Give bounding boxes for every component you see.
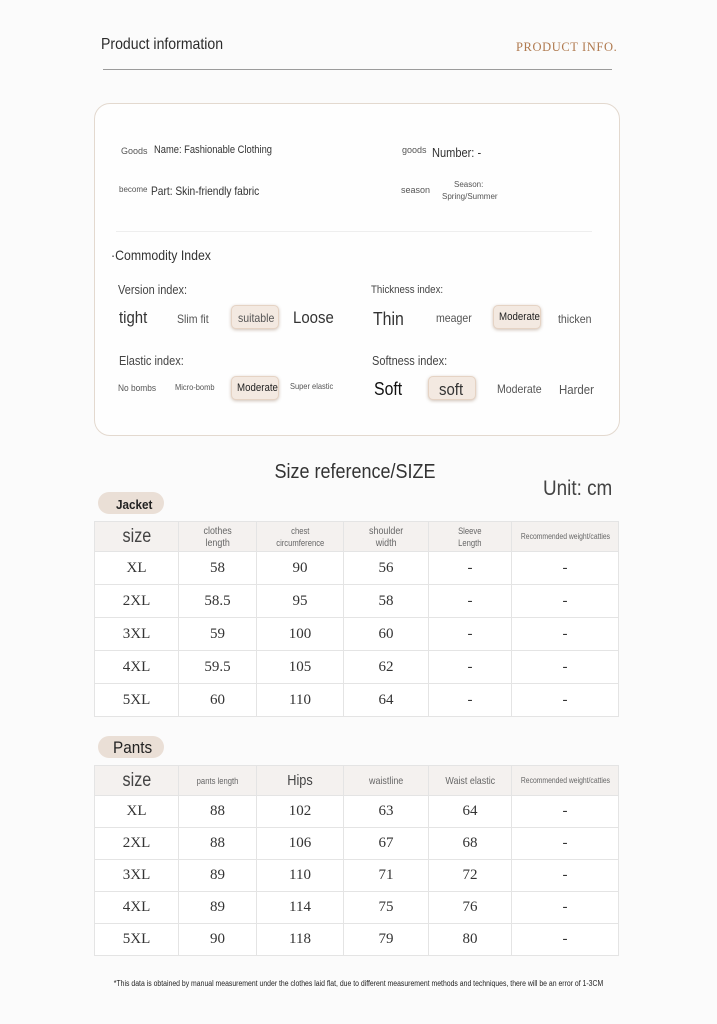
- season-line2: Spring/Summer: [442, 192, 498, 201]
- jacket-size-table: [94, 521, 619, 717]
- pants-cell: 88: [179, 796, 257, 828]
- jacket-header-weight: Recommended weight/catties: [512, 522, 619, 552]
- version-option-slim-fit: Slim fit: [177, 312, 209, 326]
- softness-option-soft-selected: soft: [439, 380, 464, 399]
- pants-cell: 4XL: [95, 892, 179, 924]
- elastic-option-super-elastic: Super elastic: [290, 381, 334, 391]
- jacket-cell: 90: [257, 552, 344, 585]
- goods-number: Number: -: [432, 145, 482, 160]
- pants-cell: 2XL: [95, 828, 179, 860]
- elastic-option-micro-bomb: Micro-bomb: [175, 382, 215, 392]
- pants-header-waistline: waistline: [344, 766, 429, 796]
- jacket-cell: -: [429, 552, 512, 585]
- commodity-index-title: ·Commodity Index: [111, 247, 211, 263]
- jacket-cell: 58: [344, 585, 429, 618]
- table-row: [95, 618, 619, 651]
- pants-cell: 5XL: [95, 924, 179, 956]
- pants-cell: 114: [257, 892, 344, 924]
- pants-cell: 72: [429, 860, 512, 892]
- table-row: [95, 684, 619, 717]
- pants-header-hips: Hips: [257, 766, 344, 796]
- pants-cell: 88: [179, 828, 257, 860]
- pants-size-table: [94, 765, 619, 956]
- jacket-cell: 58.5: [179, 585, 257, 618]
- pants-cell: 110: [257, 860, 344, 892]
- jacket-cell: -: [512, 585, 619, 618]
- jacket-cell: -: [429, 684, 512, 717]
- jacket-header-sleeve-length: Sleeve Length: [429, 522, 512, 552]
- jacket-header-chest: chest circumference: [257, 522, 344, 552]
- jacket-cell: 60: [344, 618, 429, 651]
- pants-cell: 79: [344, 924, 429, 956]
- pants-cell: -: [512, 892, 619, 924]
- goods-name: Name: Fashionable Clothing: [154, 144, 272, 156]
- jacket-cell: 59: [179, 618, 257, 651]
- jacket-cell: 95: [257, 585, 344, 618]
- pants-header-waist-elastic: Waist elastic: [429, 766, 512, 796]
- fabric-part: Part: Skin-friendly fabric: [151, 184, 260, 198]
- size-reference-title: Size reference/SIZE: [274, 461, 436, 483]
- softness-option-soft: Soft: [374, 379, 403, 399]
- jacket-cell: 100: [257, 618, 344, 651]
- table-row: [95, 828, 619, 860]
- jacket-cell: 110: [257, 684, 344, 717]
- thickness-option-thicken: thicken: [558, 312, 592, 326]
- table-row: [95, 796, 619, 828]
- header-divider: [103, 69, 612, 70]
- pants-cell: -: [512, 860, 619, 892]
- jacket-cell: 105: [257, 651, 344, 684]
- table-row: [95, 860, 619, 892]
- pants-cell: 106: [257, 828, 344, 860]
- pants-cell: 118: [257, 924, 344, 956]
- pants-cell: 71: [344, 860, 429, 892]
- jacket-header-size: size: [95, 522, 179, 552]
- version-option-tight: tight: [119, 308, 148, 327]
- thickness-option-moderate: Moderate: [499, 311, 540, 323]
- pants-section-label: Pants: [113, 738, 153, 757]
- table-row: [95, 892, 619, 924]
- elastic-option-no-bombs: No bombs: [118, 383, 157, 394]
- jacket-cell: 56: [344, 552, 429, 585]
- card-divider: [116, 231, 592, 232]
- jacket-cell: 3XL: [95, 618, 179, 651]
- pants-cell: 102: [257, 796, 344, 828]
- season-label: season: [401, 185, 431, 195]
- pants-cell: 89: [179, 860, 257, 892]
- pants-header-row: [95, 766, 619, 796]
- pants-cell: 80: [429, 924, 512, 956]
- page-tag: PRODUCT INFO.: [516, 40, 618, 54]
- pants-cell: 68: [429, 828, 512, 860]
- pants-cell: 76: [429, 892, 512, 924]
- pants-cell: 3XL: [95, 860, 179, 892]
- table-row: [95, 585, 619, 618]
- pants-cell: 89: [179, 892, 257, 924]
- jacket-cell: -: [429, 651, 512, 684]
- pants-header-pants-length: pants length: [179, 766, 257, 796]
- pants-cell: 64: [429, 796, 512, 828]
- jacket-cell: 62: [344, 651, 429, 684]
- jacket-cell: -: [512, 552, 619, 585]
- pants-cell: XL: [95, 796, 179, 828]
- jacket-cell: -: [512, 684, 619, 717]
- pants-header-size: size: [95, 766, 179, 796]
- jacket-header-shoulder-width: shoulder width: [344, 522, 429, 552]
- jacket-cell: -: [512, 618, 619, 651]
- softness-index-label: Softness index:: [372, 354, 448, 368]
- version-option-suitable: suitable: [238, 311, 275, 325]
- jacket-section-label: Jacket: [116, 497, 153, 512]
- unit-label: Unit: cm: [543, 477, 613, 500]
- table-row: [95, 924, 619, 956]
- jacket-cell: XL: [95, 552, 179, 585]
- pants-cell: 90: [179, 924, 257, 956]
- page-title: Product information: [101, 36, 224, 53]
- softness-option-moderate: Moderate: [497, 382, 542, 396]
- pants-cell: -: [512, 828, 619, 860]
- elastic-index-label: Elastic index:: [119, 354, 184, 368]
- pants-header-weight: Recommended weight/catties: [512, 766, 619, 796]
- jacket-cell: 4XL: [95, 651, 179, 684]
- jacket-header-clothes-length: clothes length: [179, 522, 257, 552]
- measurement-note: *This data is obtained by manual measurement under the clothes laid flat, due to different measurement methods and techniques, there will be an error of 1-3CM: [113, 979, 604, 988]
- pants-cell: 75: [344, 892, 429, 924]
- jacket-cell: -: [429, 618, 512, 651]
- table-row: [95, 651, 619, 684]
- jacket-cell: 58: [179, 552, 257, 585]
- thickness-option-meager: meager: [436, 311, 472, 325]
- number-label: goods: [402, 145, 427, 155]
- pants-cell: 63: [344, 796, 429, 828]
- version-option-loose: Loose: [293, 308, 334, 327]
- pants-cell: -: [512, 924, 619, 956]
- part-label: become: [119, 185, 148, 194]
- season-line1: Season:: [454, 180, 484, 189]
- jacket-cell: -: [512, 651, 619, 684]
- elastic-option-moderate: Moderate: [237, 382, 278, 394]
- jacket-cell: 60: [179, 684, 257, 717]
- thickness-index-label: Thickness index:: [371, 284, 444, 296]
- jacket-cell: -: [429, 585, 512, 618]
- jacket-cell: 64: [344, 684, 429, 717]
- pants-cell: 67: [344, 828, 429, 860]
- jacket-cell: 2XL: [95, 585, 179, 618]
- goods-label: Goods: [121, 146, 148, 156]
- jacket-header-row: [95, 522, 619, 552]
- pants-cell: -: [512, 796, 619, 828]
- softness-option-harder: Harder: [559, 382, 594, 397]
- table-row: [95, 552, 619, 585]
- version-index-label: Version index:: [118, 283, 188, 297]
- jacket-cell: 5XL: [95, 684, 179, 717]
- jacket-cell: 59.5: [179, 651, 257, 684]
- thickness-option-thin: Thin: [373, 309, 404, 329]
